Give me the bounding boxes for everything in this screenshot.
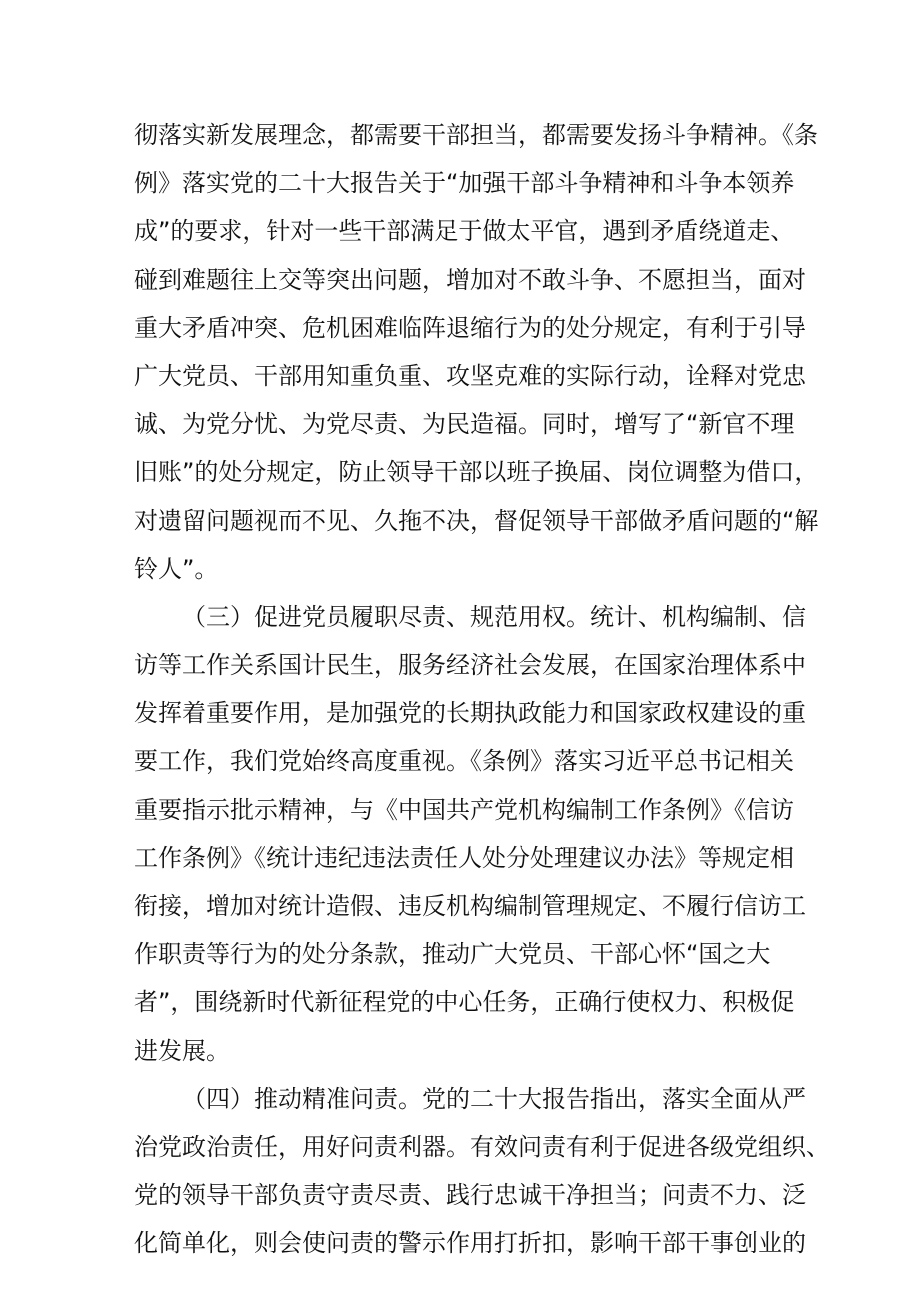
text-line: 要工作，我们党始终高度重视。《条例》落实习近平总书记相关: [134, 747, 794, 776]
document-body: [134, 111, 830, 1268]
text-line: 广大党员、干部用知重负重、攻坚克难的实际行动，诠释对党忠: [134, 361, 806, 390]
paragraph-section-4: [134, 1075, 830, 1268]
text-line: 工作条例》《统计违纪违法责任人处分处理建议办法》等规定相: [134, 843, 794, 872]
text-line: 诚、为党分忧、为党尽责、为民造福。同时，增写了“新官不理: [134, 410, 795, 439]
text-line: 旧账”的处分规定，防止领导干部以班子换届、岗位调整为借口，: [134, 458, 819, 487]
section-heading-line: （四）推动精准问责。党的二十大报告指出，落实全面从严: [182, 1084, 806, 1113]
text-line: 对遗留问题视而不见、久拖不决，督促领导干部做矛盾问题的“解: [134, 506, 819, 535]
text-line: 访等工作关系国计民生，服务经济社会发展，在国家治理体系中: [134, 651, 806, 680]
text-line: 衔接，增加对统计造假、违反机构编制管理规定、不履行信访工: [134, 892, 806, 920]
text-line: 重要指示批示精神，与《中国共产党机构编制工作条例》《信访: [134, 795, 794, 824]
text-line: 发挥着重要作用，是加强党的长期执政能力和国家政权建设的重: [134, 699, 806, 728]
text-line: 成”的要求，针对一些干部满足于做太平官，遇到矛盾绕道走、: [134, 217, 795, 246]
text-line: 作职责等行为的处分条款，推动广大党员、干部心怀“国之大: [134, 940, 771, 969]
paragraph-section-3: [134, 593, 806, 1075]
text-line: 碰到难题往上交等突出问题，增加对不敢斗争、不愿担当，面对: [134, 265, 806, 294]
text-line: 彻落实新发展理念，都需要干部担当，都需要发扬斗争精神。《条: [134, 121, 818, 149]
paragraph-1: [134, 111, 819, 593]
text-line: 铃人”。: [134, 554, 219, 583]
text-line: 党的领导干部负责守责尽责、践行忠诚干净担当；问责不力、泛: [134, 1181, 806, 1210]
text-line: 者”，围绕新时代新征程党的中心任务，正确行使权力、积极促: [134, 988, 795, 1017]
text-line: 重大矛盾冲突、危机困难临阵退缩行为的处分规定，有利于引导: [134, 313, 806, 342]
text-line: 化简单化，则会使问责的警示作用打折扣，影响干部干事创业的: [134, 1229, 806, 1258]
text-line: 进发展。: [134, 1036, 230, 1065]
text-line: 治党政治责任，用好问责利器。有效问责有利于促进各级党组织、: [134, 1132, 830, 1161]
text-line: 例》落实党的二十大报告关于“加强干部斗争精神和斗争本领养: [134, 169, 795, 198]
section-heading-line: （三）促进党员履职尽责、规范用权。统计、机构编制、信: [182, 602, 806, 631]
